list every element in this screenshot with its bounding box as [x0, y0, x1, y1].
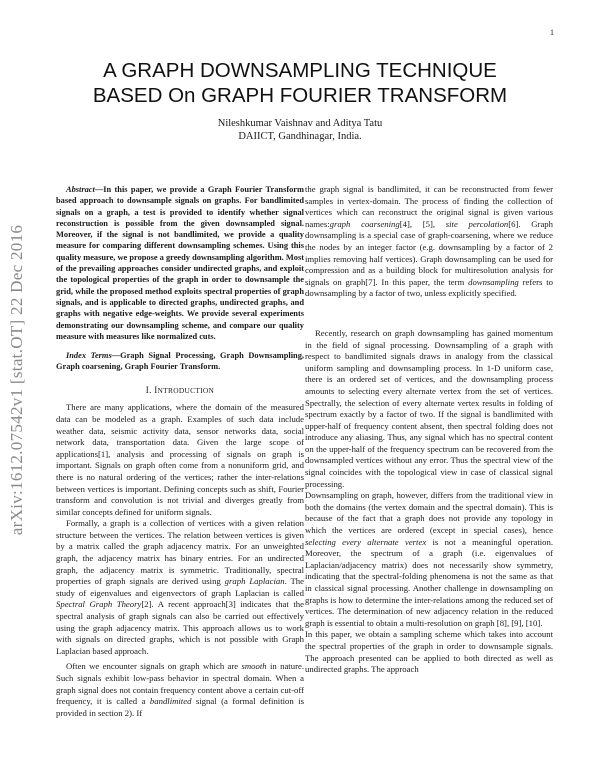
intro-paragraph-3: Often we encounter signals on graph which are smooth in nature. Such signals exhibit low-pass behavior in spectral domain. When a graph signal does not contain frequency content above a certain cut-off frequency, it is called a bandlimited signal (a formal definition is provided in section 2). If	[56, 661, 304, 718]
term-downsampling: downsampling	[468, 276, 519, 287]
paper-title	[40, 58, 560, 108]
term-graph-laplacian: graph Laplacian	[224, 576, 285, 587]
term-graph-coarsening: graph coarsening	[329, 218, 400, 229]
abstract	[56, 184, 304, 342]
authors-block	[40, 117, 560, 143]
right-paragraph-2: Recently, research on graph downsampling has gained momentum in the field of signal processing. Downsampling of a graph with respect to bandlimited signals draws in analogy from the classical uniform sampling and downsampling process. In 1-D uniform case, there is an ordered set of vertices, and the downsampling process amounts to selecting every alternate vertex from the set of vertices. Spectrally, the selection of every alternate vertex results in folding of spectrum exactly by a factor of two. If the signal is bandlimited with upper-half of frequency content absent, then spectral folding does not introduce any aliasing. Thus, any signal which has no spectral content on the upper-half of the frequency spectrum can be recovered from the downsampled vertices without any error. Thus the spectral view of the signal coincides with the topological view in case of classical signal processing.	[305, 327, 553, 489]
index-terms	[56, 350, 304, 373]
term-smooth: smooth	[241, 661, 267, 672]
term-selecting-every-alternate-vertex: selecting every alternate vertex	[305, 536, 427, 547]
section-numeral: I.	[145, 384, 155, 395]
index-terms-lead: Index Terms	[66, 351, 112, 361]
abstract-lead: Abstract	[66, 185, 95, 194]
section-heading-introduction	[56, 385, 304, 397]
right-paragraph-1: the graph signal is bandlimited, it can be reconstructed from fewer samples in vertex-domain. The process of finding the collection of vertices which can reconstruct the original signal is given various names:graph coarsening[4], [5], site percolation[6]. Graph downsampling is a special case of graph-coarsening, where we reduce the nodes by an integer factor (e.g. downsampling by a factor of 2 implies removing half vertices). Graph downsampling can be used for compression and as a building block for multiresolution analysis for signals on graph[7]. In this paper, the term downsampling refers to downsampling by a factor of two, unless explicitly specified.	[305, 184, 553, 299]
term-spectral-graph-theory: Spectral Graph Theory	[56, 599, 142, 610]
abstract-text: —In this paper, we provide a Graph Fourier Transform based approach to downsample signals on graphs. For bandlimited signals on a graph, a test is provided to identify whether signal reconstruction is possible from the given downsampled signal. Moreover, if the signal is not bandlimited, we provide a quality measure for comparing different downsampling schemes. Using this quality measure, we propose a greedy downsampling algorithm. Most of the prevailing approaches consider undirected graphs, and exploit the topological properties of the graph in order to downsample the grid, while the proposed method exploits spectral properties of graph signals, and is applicable to directed graphs, undirected graphs, and graphs with negative edge-weights. We provide several experiments demonstrating our downsampling scheme, and compare our quality measure with measures like normalized cuts.	[56, 185, 304, 341]
index-terms-text: —Graph Signal Processing, Graph Downsampling, Graph coarsening, Graph Fourier Transform.	[56, 351, 304, 372]
left-column	[56, 184, 304, 719]
section-rest: NTRODUCTION	[157, 385, 215, 395]
right-column	[305, 184, 553, 676]
right-paragraph-4: In this paper, we obtain a sampling scheme which takes into account the spectral properties of the graph in order to downsample signals. The approach presented can be applied to both directed as well as undirected graphs. The approach	[305, 629, 553, 675]
section-initial: I	[154, 384, 158, 395]
right-paragraph-3: Downsampling on graph, however, differs from the traditional view in both the domains (the vertex domain and the spectral domain). This is because of the fact that a graph does not provide any topology in which the vertices are ordered (except in special cases), hence selecting every alternate vertex is not a meaningful operation. Moreover, the spectrum of a graph (i.e. eigenvalues of Laplacian/adjacency matrix) does not necessarily show symmetry, indicating that the spectral-folding phenomena is not the same as that in classical signal processing. Another challenge in downsampling on graphs is how to determine the inter-relations among the reduced set of vertices. The determination of new adjacency relation in the reduced graph is essential to obtain a multi-resolution on graph [8], [9], [10].	[305, 490, 554, 628]
arxiv-stamp-text: arXiv:1612.07542v1 [stat.OT] 22 Dec 2016	[7, 224, 27, 536]
term-site-percolation: site percolation	[445, 218, 509, 229]
author-names: Nileshkumar Vaishnav and Aditya Tatu	[217, 118, 383, 129]
title-line-1: A GRAPH DOWNSAMPLING TECHNIQUE	[103, 59, 497, 82]
term-bandlimited: bandlimited	[149, 696, 192, 707]
intro-paragraph-1: There are many applications, where the domain of the measured data can be modeled as a graph. Examples of such data include weather data, seismic activity data, sensor networks data, social network data, transportation data. Given the large scope of applications[1], analysis and processing of signals on graph is important. Signals on graph often come from a nonuniform grid, and there is no natural ordering of the vertices; rather the inter-relations between vertices is important. Defining concepts such as shift, Fourier transform and convolution is not trivial and diverges greatly from similar concepts defined for uniform signals.	[56, 402, 304, 517]
intro-paragraph-2: Formally, a graph is a collection of vertices with a given relation structure between the vertices. The relation between vertices is given by a matrix called the graph adjacency matrix. For an unweighted graph, the adjacency matrix has binary entries. For an undirected graph, the adjacency matrix is symmetric. Traditionally, spectral properties of graph signals are derived using graph Laplacian. The study of eigenvalues and eigenvectors of graph Laplacian is called Spectral Graph Theory[2]. A recent approach[3] indicates that the spectral analysis of graph signals can also be carried out effectively using the graph adjacency matrix. This approach allows us to work with signals on directed graphs, which is not possible with Graph Laplacian based approach.	[56, 518, 304, 656]
page-number: 1	[550, 28, 554, 37]
author-affiliation: DAIICT, Gandhinagar, India.	[238, 131, 362, 142]
title-line-2: BASED On GRAPH FOURIER TRANSFORM	[92, 84, 508, 107]
arxiv-stamp	[0, 160, 34, 600]
